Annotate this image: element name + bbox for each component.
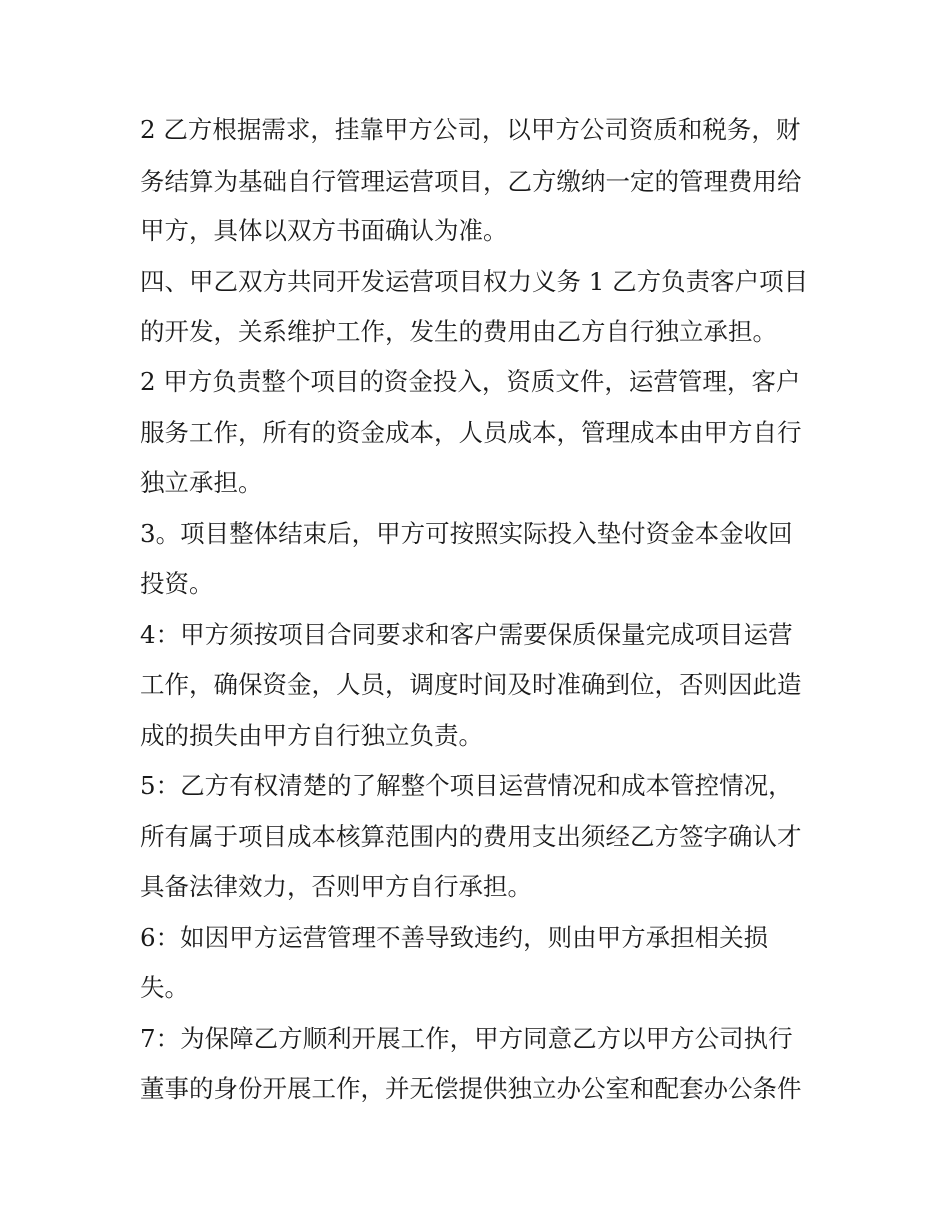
text-line: 甲方，具体以双方书面确认为准。: [140, 216, 508, 245]
text-line: 5：乙方有权清楚的了解整个项目运营情况和成本管控情况，: [140, 771, 793, 800]
text-line: 务结算为基础自行管理运营项目，乙方缴纳一定的管理费用给: [140, 167, 802, 196]
text-line: 独立承担。: [140, 468, 263, 497]
text-line: 四、甲乙双方共同开发运营项目权力义务 1 乙方负责客户项目: [140, 267, 809, 296]
text-line: 具备法律效力，否则甲方自行承担。: [140, 872, 532, 901]
text-line: 投资。: [140, 569, 214, 598]
text-line: 所有属于项目成本核算范围内的费用支出须经乙方签字确认才: [140, 822, 802, 851]
text-line: 6：如因甲方运营管理不善导致违约，则由甲方承担相关损: [140, 923, 769, 952]
text-line: 7：为保障乙方顺利开展工作，甲方同意乙方以甲方公司执行: [140, 1024, 793, 1053]
text-line: 成的损失由甲方自行独立负责。: [140, 721, 483, 750]
text-line: 工作，确保资金，人员，调度时间及时准确到位，否则因此造: [140, 670, 802, 699]
text-line: 3。项目整体结束后，甲方可按照实际投入垫付资金本金收回: [140, 519, 793, 548]
text-line: 董事的身份开展工作，并无偿提供独立办公室和配套办公条件: [140, 1074, 802, 1103]
text-line: 2 甲方负责整个项目的资金投入，资质文件，运营管理，客户: [140, 367, 801, 396]
text-line: 4：甲方须按项目合同要求和客户需要保质保量完成项目运营: [140, 620, 793, 649]
text-line: 失。: [140, 973, 189, 1002]
text-line: 2 乙方根据需求，挂靠甲方公司，以甲方公司资质和税务，财: [140, 115, 801, 144]
text-line: 的开发，关系维护工作，发生的费用由乙方自行独立承担。: [140, 317, 777, 346]
text-line: 服务工作，所有的资金成本，人员成本，管理成本由甲方自行: [140, 418, 802, 447]
